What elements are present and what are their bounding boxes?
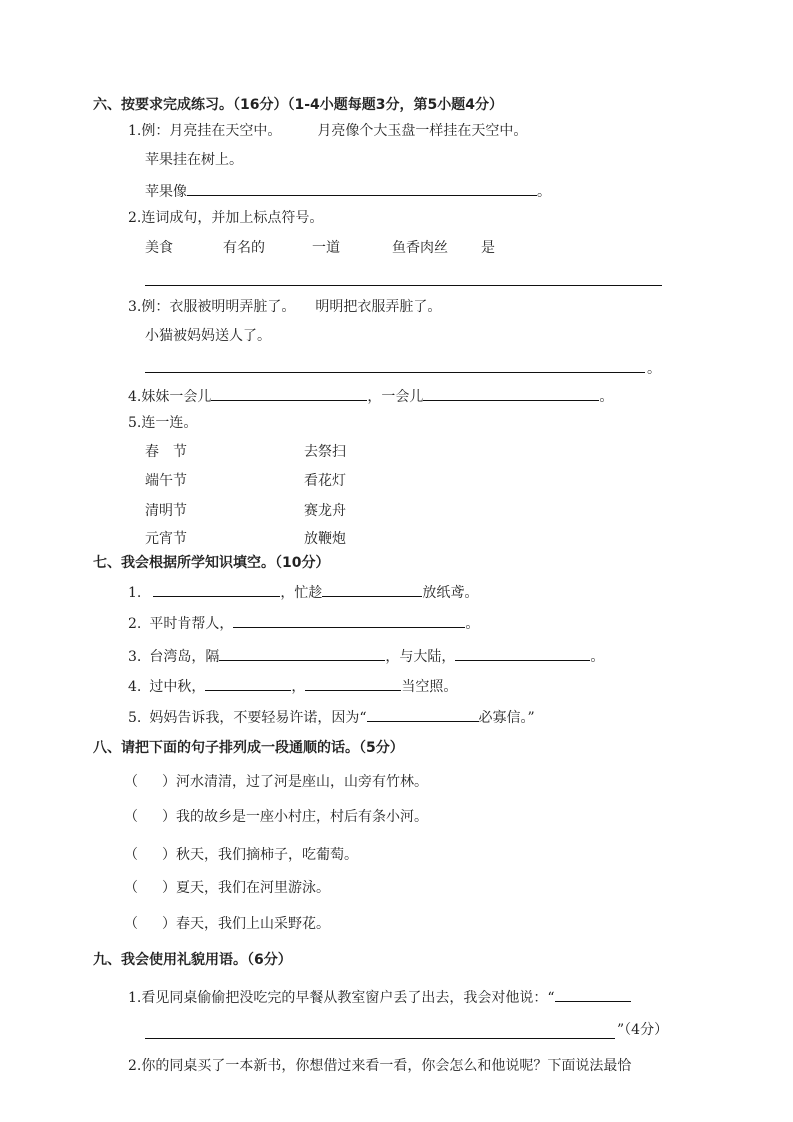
s8-order-open[interactable]: （	[124, 880, 138, 896]
s7-q2-a: 平时肯帮人，	[149, 616, 234, 632]
s8-item	[124, 879, 330, 897]
s9-q1-text: 1.看见同桌偷偷把没吃完的早餐从教室窗户丢了出去，我会对他说：“	[128, 990, 555, 1006]
s9-q2-text: 2.你的同桌买了一本新书，你想借过来看一看，你会怎么和他说呢？下面说法最恰	[128, 1058, 632, 1074]
s7-q5-b: 必寡信。”	[478, 710, 535, 726]
section-8-heading: 八、请把下面的句子排列成一段通顺的话。（5分）	[93, 740, 404, 756]
s6-q5-left: 春 节	[145, 444, 187, 460]
s8-order-open[interactable]: （	[124, 774, 138, 790]
s7-q1-blank-1[interactable]	[153, 582, 280, 597]
s8-order-close[interactable]: ）	[162, 880, 176, 896]
s6-q5-instruction: 5.连一连。	[128, 415, 198, 431]
s6-q1-answer	[145, 181, 551, 201]
s8-item	[124, 773, 428, 791]
s7-q2	[128, 613, 479, 633]
s6-q4	[128, 386, 613, 406]
s6-q3-example-answer: 明明把衣服弄脏了。	[315, 299, 442, 315]
s9-q1-blank-1[interactable]	[555, 987, 631, 1002]
s7-q3-b: ，与大陆，	[385, 649, 456, 665]
s7-q4-blank-1[interactable]	[205, 676, 291, 691]
s6-q1-example	[128, 122, 527, 140]
s8-item-text: 我的故乡是一座小村庄，村后有条小河。	[176, 809, 428, 825]
s7-q3-num: 3.	[128, 649, 142, 665]
s8-item	[124, 846, 358, 864]
s6-q4-b: ，一会儿	[367, 389, 424, 405]
s6-q4-end: 。	[599, 389, 614, 405]
s7-q1	[128, 582, 478, 602]
s6-q2-answer-line[interactable]	[145, 285, 662, 286]
s7-q4	[128, 676, 457, 696]
s8-order-open[interactable]: （	[124, 809, 138, 825]
s6-q1-example-answer: 月亮像个大玉盘一样挂在天空中。	[317, 123, 528, 139]
s7-q1-a: ，忙趁	[280, 585, 323, 601]
s8-order-close[interactable]: ）	[162, 916, 176, 932]
s8-item-text: 秋天，我们摘柿子，吃葡萄。	[176, 847, 358, 863]
s7-q4-c: 当空照。	[401, 679, 458, 695]
s8-order-open[interactable]: （	[124, 847, 138, 863]
s7-q3-a: 台湾岛，隔	[149, 649, 220, 665]
s7-q5	[128, 707, 535, 727]
s7-q2-blank[interactable]	[233, 613, 465, 628]
s6-q5-left: 清明节	[145, 503, 187, 519]
s7-q3	[128, 646, 604, 666]
section-7-heading: 七、我会根据所学知识填空。（10分）	[93, 555, 330, 571]
s6-q5-right: 放鞭炮	[304, 531, 346, 547]
s8-item-text: 春天，我们上山采野花。	[176, 916, 330, 932]
s6-q2-word: 一道	[312, 240, 340, 256]
s8-item-text: 夏天，我们在河里游泳。	[176, 880, 330, 896]
s7-q1-b: 放纸鸢。	[422, 585, 479, 601]
s6-q5-right: 赛龙舟	[304, 503, 346, 519]
s6-q1-example-text: 1.例：月亮挂在天空中。	[128, 123, 282, 139]
s7-q2-b: 。	[465, 616, 480, 632]
s7-q5-blank[interactable]	[367, 707, 479, 722]
s6-q3-example	[128, 298, 441, 316]
s6-q2-instruction: 2.连词成句，并加上标点符号。	[128, 210, 324, 226]
s6-q4-blank-2[interactable]	[423, 386, 599, 401]
s6-q1-prompt: 苹果挂在树上。	[145, 152, 243, 168]
s7-q4-num: 4.	[128, 679, 142, 695]
s9-q1	[128, 987, 631, 1007]
s7-q5-a: 妈妈告诉我，不要轻易许诺，因为“	[149, 710, 367, 726]
s7-q1-num: 1.	[128, 585, 142, 601]
s6-q2-word: 美食	[145, 240, 173, 256]
section-6-heading: 六、按要求完成练习。（16分）（1-4小题每题3分，第5小题4分）	[93, 97, 503, 113]
s6-q1-lead: 苹果像	[145, 184, 187, 200]
s7-q3-blank-1[interactable]	[219, 646, 385, 661]
s6-q3-example-text: 3.例：衣服被明明弄脏了。	[128, 299, 296, 315]
s7-q1-blank-2[interactable]	[322, 582, 422, 597]
s6-q3-answer-line[interactable]	[145, 372, 645, 373]
s9-q1-answer-line[interactable]	[145, 1038, 615, 1039]
s6-q2-word: 鱼香肉丝	[392, 240, 448, 256]
s7-q4-blank-2[interactable]	[305, 676, 401, 691]
s9-q1-end: ”（4分）	[617, 1022, 669, 1038]
s7-q4-a: 过中秋，	[149, 679, 206, 695]
s6-q5-right: 看花灯	[304, 473, 346, 489]
s7-q3-blank-2[interactable]	[455, 646, 590, 661]
s7-q2-num: 2.	[128, 616, 142, 632]
s8-order-close[interactable]: ）	[162, 774, 176, 790]
s6-q5-right: 去祭扫	[304, 444, 346, 460]
s6-q5-left: 端午节	[145, 473, 187, 489]
s6-q4-a: 4.妹妹一会儿	[128, 389, 212, 405]
s8-item	[124, 915, 330, 933]
s6-q4-blank-1[interactable]	[211, 386, 367, 401]
s8-item	[124, 808, 428, 826]
s6-q3-prompt: 小猫被妈妈送人了。	[145, 328, 271, 344]
s6-q2-word: 是	[481, 240, 495, 256]
s7-q3-c: 。	[590, 649, 605, 665]
s7-q5-num: 5.	[128, 710, 142, 726]
s8-order-close[interactable]: ）	[162, 809, 176, 825]
s6-q2-word: 有名的	[223, 240, 265, 256]
s8-order-close[interactable]: ）	[162, 847, 176, 863]
s6-q3-end: 。	[647, 361, 661, 377]
s8-item-text: 河水清清，过了河是座山，山旁有竹林。	[176, 774, 428, 790]
s7-q4-b: ，	[291, 679, 306, 695]
s6-q5-left: 元宵节	[145, 531, 187, 547]
s6-q1-end: 。	[537, 184, 551, 200]
s6-q1-blank[interactable]	[187, 181, 537, 196]
section-9-heading: 九、我会使用礼貌用语。（6分）	[93, 952, 292, 968]
s8-order-open[interactable]: （	[124, 916, 138, 932]
